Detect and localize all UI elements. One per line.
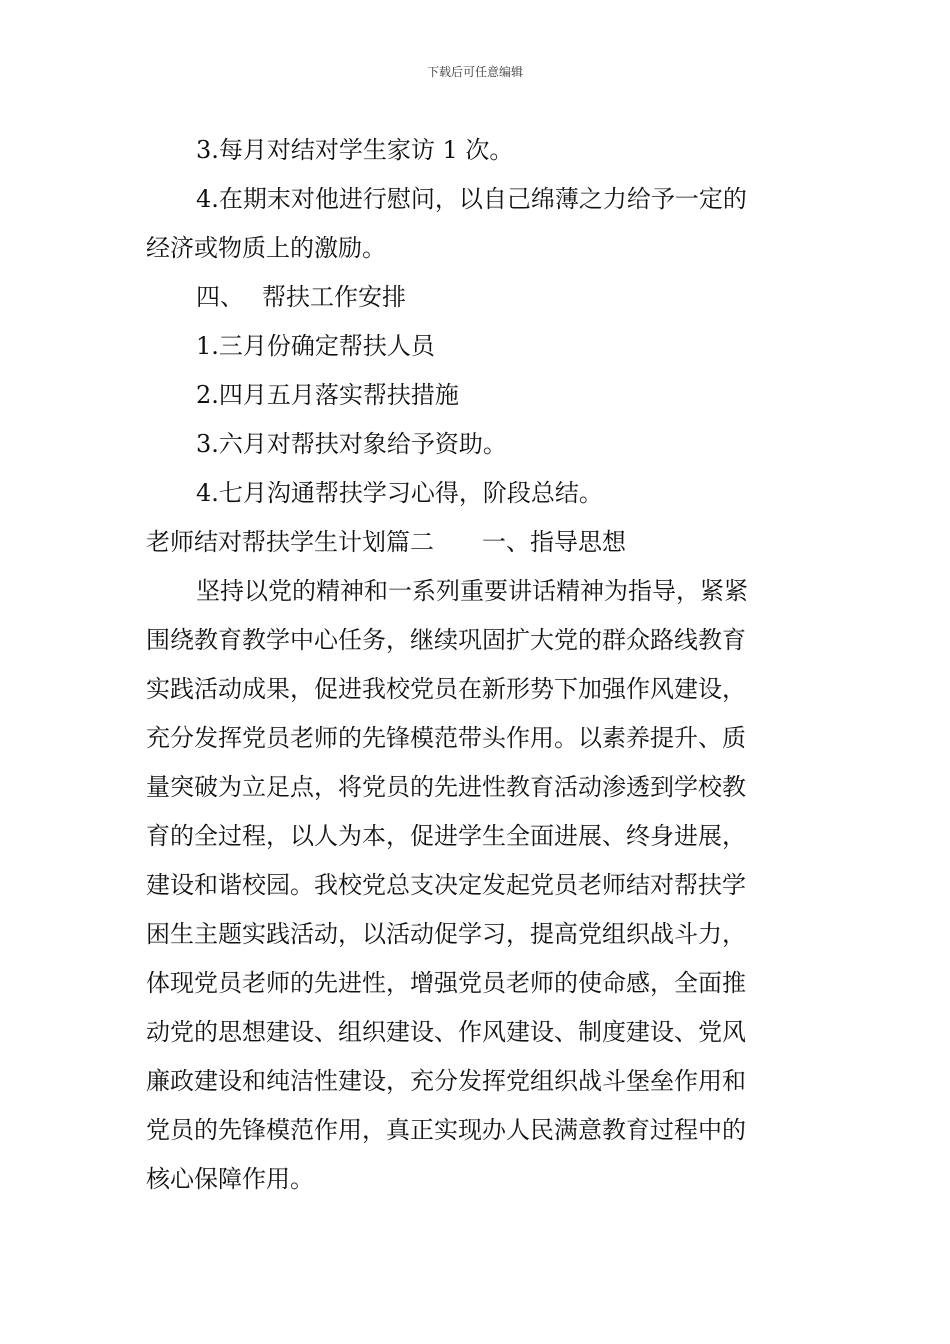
paragraph-line: 党员的先锋模范作用，真正实现办人民满意教育过程中的 bbox=[146, 1116, 746, 1144]
paragraph-line: 体现党员老师的先进性，增强党员老师的使命感，全面推 bbox=[146, 969, 746, 997]
paragraph-line: 实践活动成果，促进我校党员在新形势下加强作风建设， bbox=[146, 675, 746, 703]
paragraph-line: 廉政建设和纯洁性建设，充分发挥党组织战斗堡垒作用和 bbox=[146, 1067, 746, 1095]
paragraph-line: 育的全过程，以人为本，促进学生全面进展、终身进展， bbox=[146, 822, 746, 850]
paragraph-line: 核心保障作用。 bbox=[146, 1165, 314, 1193]
section-title: 帮扶工作安排 bbox=[262, 283, 406, 311]
article-title-line bbox=[146, 518, 806, 567]
plan-item-4: 4.七月沟通帮扶学习心得，阶段总结。 bbox=[196, 479, 603, 507]
paragraph-line: 充分发挥党员老师的先锋模范带头作用。以素养提升、质 bbox=[146, 724, 746, 752]
plan-item-1: 1.三月份确定帮扶人员 bbox=[196, 332, 435, 360]
paragraph-line: 动党的思想建设、组织建设、作风建设、制度建设、党风 bbox=[146, 1018, 746, 1046]
paragraph-line: 坚持以党的精神和一系列重要讲话精神为指导，紧紧 bbox=[196, 577, 748, 605]
paragraph-line: 围绕教育教学中心任务，继续巩固扩大党的群众路线教育 bbox=[146, 626, 746, 654]
section-heading-arrangement bbox=[146, 273, 806, 322]
paragraph-line: 建设和谐校园。我校党总支决定发起党员老师结对帮扶学 bbox=[146, 871, 746, 899]
article-title: 老师结对帮扶学生计划篇二 bbox=[146, 528, 434, 556]
paragraph-line: 量突破为立足点，将党员的先进性教育活动渗透到学校教 bbox=[146, 773, 746, 801]
list-item-home-visit: 3.每月对结对学生家访 1 次。 bbox=[196, 136, 514, 164]
paragraph-line: 困生主题实践活动，以活动促学习，提高党组织战斗力， bbox=[146, 920, 746, 948]
list-item-term-end-line-2: 经济或物质上的激励。 bbox=[146, 234, 386, 262]
article-section-heading: 一、指导思想 bbox=[482, 528, 626, 556]
section-number: 四、 bbox=[196, 283, 244, 311]
list-item-term-end-line-1: 4.在期末对他进行慰问，以自己绵薄之力给予一定的 bbox=[196, 185, 747, 213]
page-header-note: 下载后可任意编辑 bbox=[426, 65, 523, 79]
plan-item-3: 3.六月对帮扶对象给予资助。 bbox=[196, 430, 507, 458]
plan-item-2: 2.四月五月落实帮扶措施 bbox=[196, 381, 459, 409]
document-body bbox=[146, 126, 806, 1204]
